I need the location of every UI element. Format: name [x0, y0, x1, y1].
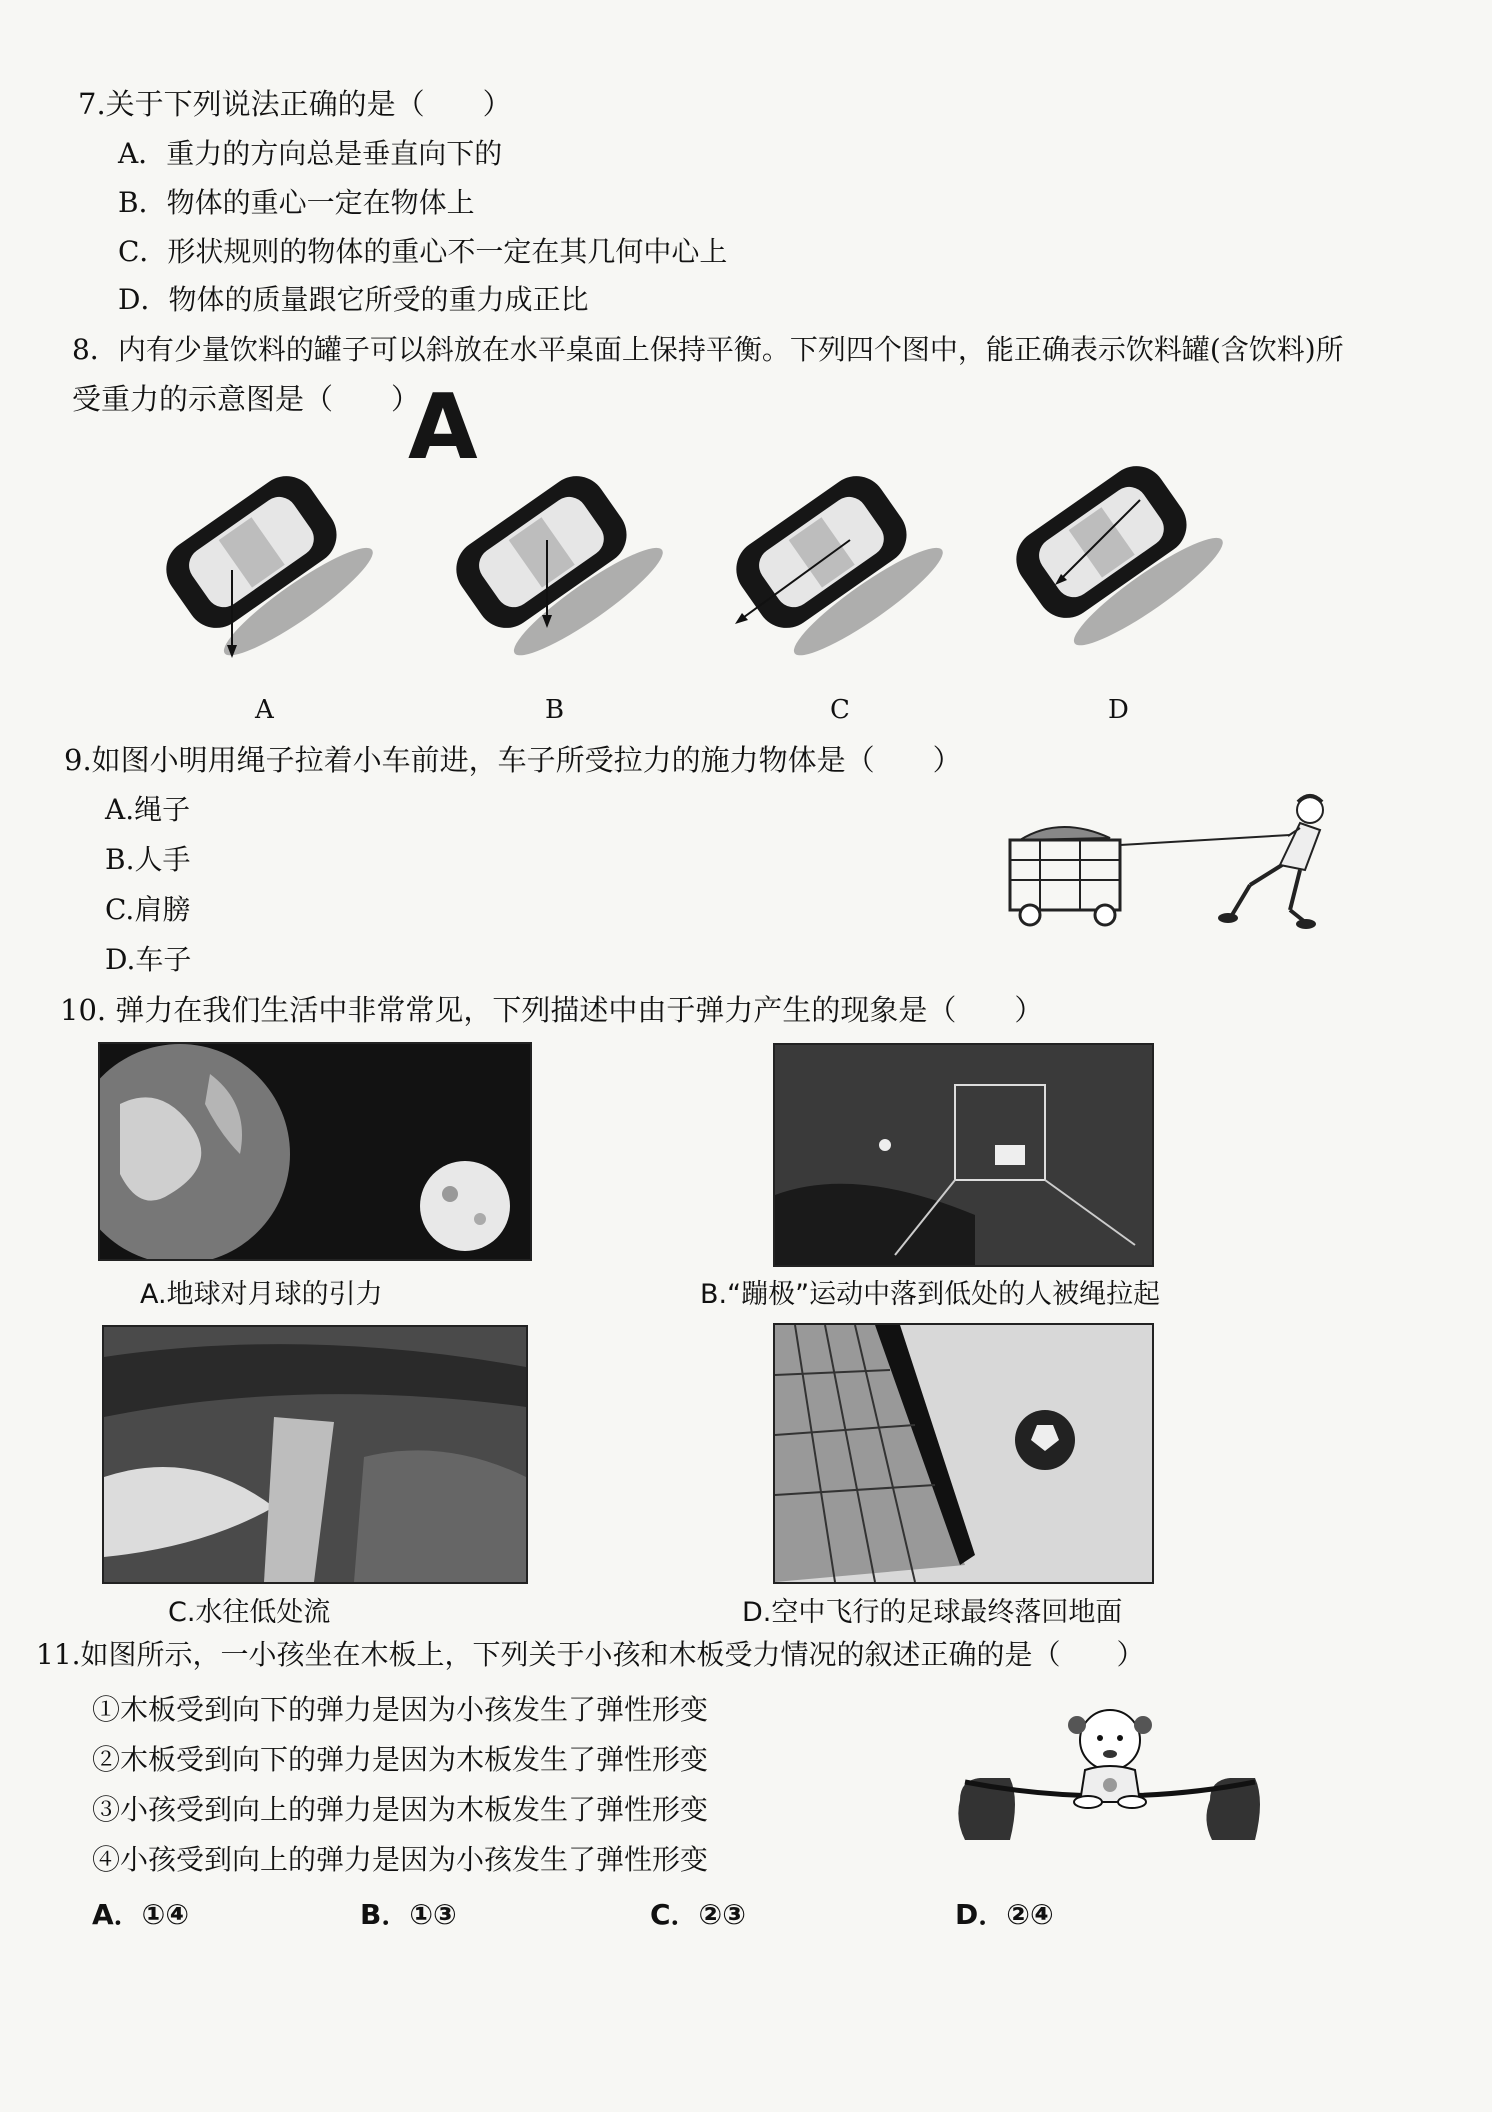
photo-bungee-jump — [773, 1043, 1154, 1267]
q7-option-d: D．物体的质量跟它所受的重力成正比 — [118, 283, 589, 316]
can-figures — [150, 440, 1250, 680]
can-label-b: B — [545, 695, 565, 725]
q7-stem: 7.关于下列说法正确的是（ ） — [78, 87, 512, 121]
can-label-c: C — [830, 695, 850, 725]
rope — [1120, 835, 1290, 845]
q11-choice-d: D．②④ — [955, 1898, 1054, 1931]
moon-icon — [420, 1161, 510, 1251]
q10-caption-b: B.“蹦极”运动中落到低处的人被绳拉起 — [700, 1279, 1161, 1310]
q11-stem: 11.如图所示，一小孩坐在木板上，下列关于小孩和木板受力情况的叙述正确的是（ ） — [36, 1638, 1145, 1671]
q10-caption-d: D.空中飞行的足球最终落回地面 — [742, 1597, 1123, 1628]
q9-option-b: B.人手 — [105, 843, 191, 876]
q11-choice-b: B．①③ — [360, 1898, 457, 1931]
q10-stem: 10. 弹力在我们生活中非常常见，下列描述中由于弹力产生的现象是（ ） — [60, 993, 1044, 1027]
q11-statement-1: ①木板受到向下的弹力是因为小孩发生了弹性形变 — [92, 1693, 709, 1726]
q10-caption-c: C.水往低处流 — [168, 1597, 331, 1628]
child-icon — [1068, 1710, 1152, 1808]
can-label-a: A — [255, 695, 274, 725]
cart-icon — [1010, 827, 1120, 925]
boy-icon — [1218, 796, 1323, 929]
can-figure-b — [445, 456, 673, 671]
q11-choice-a: A．①④ — [92, 1898, 190, 1931]
q11-statement-2: ②木板受到向下的弹力是因为木板发生了弹性形变 — [92, 1743, 709, 1776]
cart-pull-illustration — [1000, 790, 1350, 940]
can-label-d: D — [1108, 695, 1129, 725]
photo-earth-moon — [98, 1042, 532, 1261]
q11-choice-c: C．②③ — [650, 1898, 746, 1931]
photo-football — [773, 1323, 1154, 1584]
q11-statement-3: ③小孩受到向上的弹力是因为木板发生了弹性形变 — [92, 1793, 709, 1826]
photo-waterfall — [102, 1325, 528, 1584]
q9-stem: 9.如图小明用绳子拉着小车前进，车子所受拉力的施力物体是（ ） — [64, 743, 962, 777]
q9-option-a: A.绳子 — [105, 793, 191, 826]
q9-option-d: D.车子 — [105, 943, 192, 976]
q7-option-a: A．重力的方向总是垂直向下的 — [118, 137, 503, 170]
can-figure-d — [1005, 446, 1233, 661]
child-on-plank-illustration — [950, 1690, 1270, 1865]
q7-option-c: C．形状规则的物体的重心不一定在其几何中心上 — [118, 235, 728, 268]
q9-option-c: C.肩膀 — [105, 893, 191, 926]
q10-caption-a: A.地球对月球的引力 — [140, 1279, 383, 1310]
handwritten-answer: A — [408, 375, 478, 480]
can-figure-c — [725, 456, 953, 671]
q11-statement-4: ④小孩受到向上的弹力是因为小孩发生了弹性形变 — [92, 1843, 709, 1876]
can-figure-a — [155, 456, 383, 671]
q8-stem-line2: 受重力的示意图是（ ） — [72, 382, 421, 416]
q7-option-b: B．物体的重心一定在物体上 — [118, 186, 475, 219]
q8-stem-line1: 8．内有少量饮料的罐子可以斜放在水平桌面上保持平衡。下列四个图中，能正确表示饮料罐(含饮料)所 — [72, 333, 1344, 366]
